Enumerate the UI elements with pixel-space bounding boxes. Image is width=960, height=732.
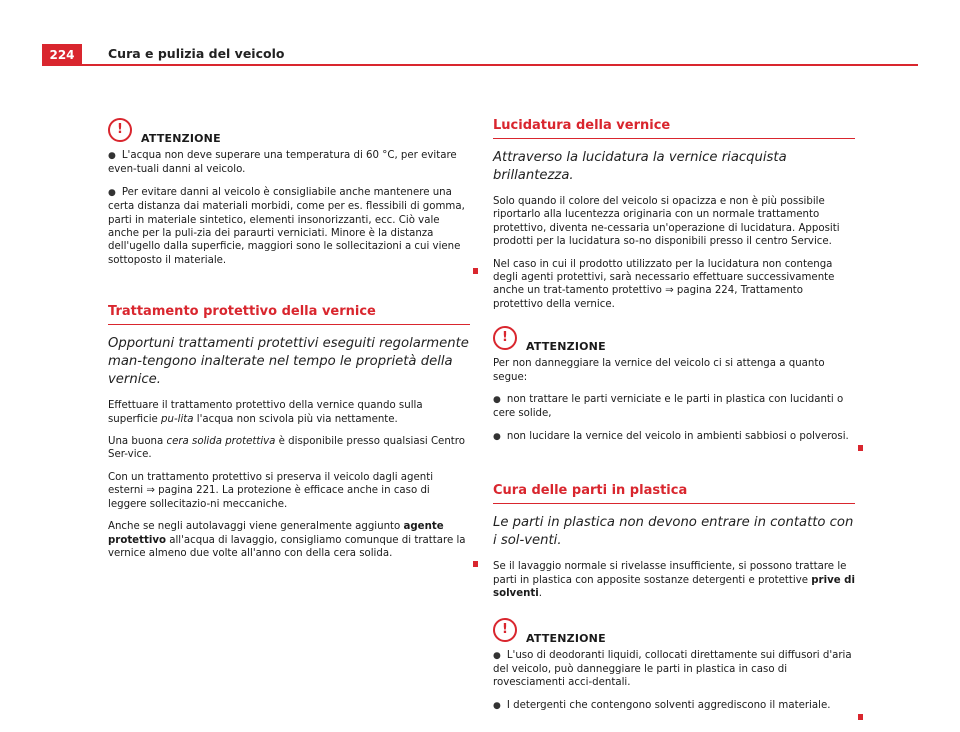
warning-bullet: ● Per evitare danni al veicolo è consigliabile anche mantenere una certa distanza dai materiali morbidi, come per es. flessibili di gomma, parti in materiale sintetico, elementi insonorizzanti, ecc. Ciò vale anche per la puli-zia dei paraurti verniciati. Minore è la distanza dell'ugello dalla superficie, maggiori sono le sollecitazioni a cui viene sottoposto il materiale. (108, 186, 465, 266)
section-lead: Attraverso la lucidatura la vernice riacquista brillantezza. (493, 150, 787, 183)
warning-bullet: ● non lucidare la vernice del veicolo in ambienti sabbiosi o polverosi. (493, 430, 849, 442)
warning-bullet: ● non trattare le parti verniciate e le parti in plastica con lucidanti o cere solide, (493, 394, 844, 420)
end-of-section-marker (473, 268, 478, 274)
warning-intro: Per non danneggiare la vernice del veicolo ci si attenga a quanto segue: (493, 358, 825, 383)
warning-bullet: ● L'uso di deodoranti liquidi, collocati direttamente sui diffusori d'aria del veicolo, può danneggiare le parti in plastica in caso di rovesciamenti acci-dentali. (493, 649, 852, 689)
warning-bullet: ● I detergenti che contengono solventi aggrediscono il materiale. (493, 699, 831, 711)
warning-icon: ! (108, 118, 132, 142)
section-title: Lucidatura della vernice (493, 118, 855, 139)
section-lead: Le parti in plastica non devono entrare in contatto con i sol-venti. (493, 515, 854, 549)
warning-icon: ! (493, 326, 517, 350)
end-of-section-marker (473, 561, 478, 567)
bullet-icon: ● (493, 395, 501, 406)
section-title: Cura delle parti in plastica (493, 483, 855, 504)
section-lead: Opportuni trattamenti protettivi eseguiti regolarmente man-tengono inalterate nel tempo le proprietà della vernice. (108, 336, 469, 388)
warning-icon: ! (493, 618, 517, 642)
right-column (493, 118, 855, 732)
warning-header (108, 118, 470, 145)
page-number: 224 (42, 44, 82, 66)
bullet-icon: ● (108, 187, 116, 198)
running-header-title: Cura e pulizia del veicolo (108, 46, 285, 61)
section-title: Trattamento protettivo della vernice (108, 304, 470, 325)
bullet-icon: ● (493, 431, 501, 442)
paragraph: Una buona cera solida protettiva è disponibile presso qualsiasi Centro Ser-vice. (108, 436, 465, 461)
paragraph: Anche se negli autolavaggi viene generalmente aggiunto agente protettivo all'acqua di lavaggio, consigliamo comunque di trattare la vernice almeno due volte all'anno con della cera solida. (108, 521, 466, 559)
header-rule (42, 64, 918, 66)
paragraph-with-page-link: Nel caso in cui il prodotto utilizzato per la lucidatura non contenga degli agenti protettivi, sarà necessario effettuare successivamente anche un trat-tamento protettivo ⇒ pagina 224, Trattamento protettivo della vernice. (493, 258, 835, 310)
bullet-icon: ● (493, 700, 501, 711)
left-column (108, 118, 470, 579)
paragraph-with-page-link: Con un trattamento protettivo si preserva il veicolo dagli agenti esterni ⇒ pagina 221. La protezione è efficace anche in caso di leggere sollecitazio-ni meccaniche. (108, 471, 434, 510)
paragraph: Se il lavaggio normale si rivelasse insufficiente, si possono trattare le parti in plastica con apposite sostanze detergenti e protettive prive di solventi. (493, 561, 855, 600)
warning-title: ATTENZIONE (526, 340, 606, 354)
warning-header (493, 618, 855, 645)
warning-header (493, 326, 855, 354)
bullet-icon: ● (108, 151, 116, 161)
end-of-section-marker (858, 445, 863, 451)
warning-title: ATTENZIONE (526, 631, 606, 645)
end-of-section-marker (858, 714, 863, 720)
paragraph: Solo quando il colore del veicolo si opacizza e non è più possibile riportarlo alla lucentezza originaria con un normale trattamento protettivo, diventa ne-cessaria un'operazione di lucidatura. Appositi prodotti per la lucidatura so-no disponibili presso il centro Service. (493, 196, 840, 248)
warning-title: ATTENZIONE (141, 132, 221, 145)
warning-bullet: ● L'acqua non deve superare una temperatura di 60 °C, per evitare even-tuali danni al veicolo. (108, 150, 457, 176)
paragraph: Effettuare il trattamento protettivo della vernice quando sulla superficie pu-lita l'acqua non scivola più via nettamente. (108, 400, 423, 425)
bullet-icon: ● (493, 650, 501, 661)
